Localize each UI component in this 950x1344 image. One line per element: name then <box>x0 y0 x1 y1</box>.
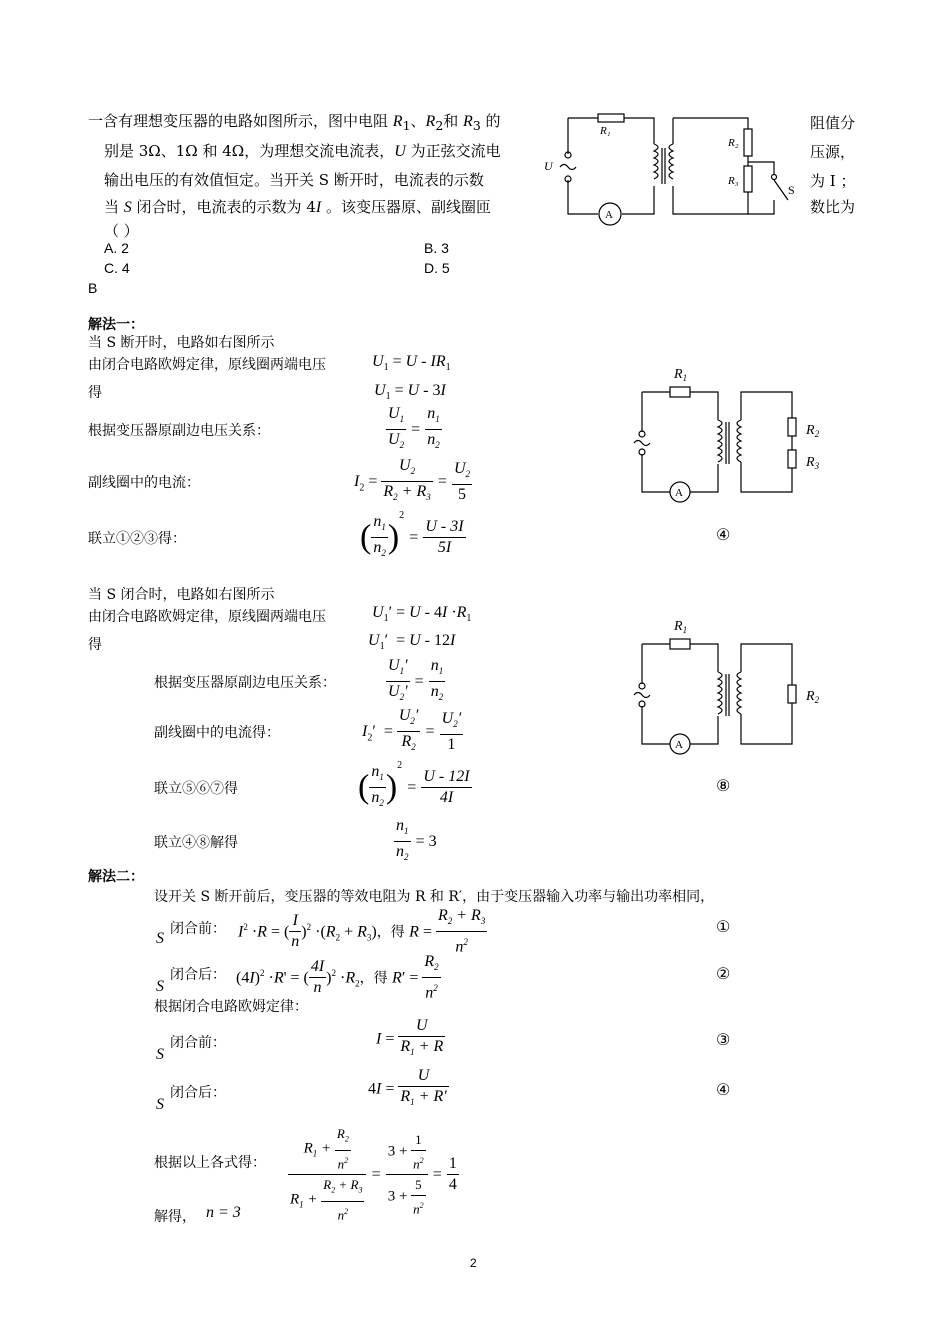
method1-title: 解法一： <box>88 317 144 333</box>
method1-de-2: 得 <box>88 637 102 653</box>
mark-m2-1: ① <box>716 919 731 936</box>
label-r3-open: $R_3$ <box>806 455 820 471</box>
circuit-figure-closed <box>628 612 838 760</box>
method1-de: 得 <box>88 385 102 401</box>
label-r1-closed: $R_1$ <box>674 619 688 635</box>
question-line-3: 输出电压的有效值恒定。当开关 S 断开时，电流表的示数 <box>104 171 484 189</box>
method1-cur-label: 副线圈中的电流： <box>88 475 200 491</box>
eq-ratio1: $\frac{U_1}{U_2}$ = $\frac{n_1}{n_2}$ <box>388 405 440 451</box>
method1-combine1: 联立①②③得： <box>88 531 186 547</box>
mark-4: ④ <box>716 527 731 544</box>
question-right-4: 数比为 <box>810 198 856 216</box>
method2-ohm: 根据闭合电路欧姆定律： <box>154 999 308 1015</box>
method2-title: 解法二： <box>88 869 144 885</box>
eq-power-before: $I^2 \cdot R$ = ( $\frac{I}{n}$ )$^2 \cdot(R_2 + R_3)$，得 R = $\frac{R_2 + R_3}{n^2}$ <box>238 907 486 956</box>
method1-combine3: 联立④⑧解得 <box>154 835 238 851</box>
s-label-2: S <box>156 978 164 995</box>
question-right-1: 阻值分 <box>810 114 856 132</box>
circuit-figure-open <box>628 360 838 508</box>
eq-u1p: $U_1' = U - 4I \cdot R_1$ <box>372 604 472 625</box>
label-r3-top: R₃ <box>728 175 739 187</box>
eq-u1b: $U_1 = U - 3I$ <box>374 382 446 403</box>
label-r2-closed: $R_2$ <box>806 689 820 705</box>
method1-ratio-label-2: 根据变压器原副边电压关系： <box>154 675 336 691</box>
eq-final-ratio: $R_1$ + $\frac{R_2}{n^2}$ $R_1$ + $\frac{R_2 + R_3}{n^2}$ = 3 + $\frac{1}{n^2}$ 3 + $\frac{5}{n^2}$ = $\frac{1}{4}$ <box>290 1126 457 1222</box>
circuit-figure-top <box>538 104 808 232</box>
option-c: C. 4 <box>104 260 130 276</box>
question-right-2: 压源， <box>810 143 856 161</box>
method2-before: 闭合前： <box>170 921 226 937</box>
s-label-1: S <box>156 930 164 947</box>
label-a-closed: A <box>675 739 683 751</box>
eq-u1pb: $U_1' = U - 12I$ <box>368 632 456 653</box>
eq-ratio2: $\frac{U_1'}{U_2'}$ = $\frac{n_1}{n_2}$ <box>388 657 444 703</box>
label-a-open: A <box>675 487 683 499</box>
label-s-top: S <box>788 183 795 197</box>
method2-intro: 设开关 S 断开前后，变压器的等效电阻为 R 和 R′，由于变压器输入功率与输出功率相同， <box>154 889 715 905</box>
s-label-4: S <box>156 1096 164 1113</box>
page-number: 2 <box>470 1256 477 1270</box>
method1-close-case: 当 S 闭合时，电路如右图所示 <box>88 587 275 603</box>
mark-8: ⑧ <box>716 778 731 795</box>
method2-solve-eq: n = 3 <box>206 1204 241 1221</box>
label-r2-open: $R_2$ <box>806 423 820 439</box>
method2-solve: 解得， <box>154 1209 196 1225</box>
method2-before-2: 闭合前： <box>170 1035 226 1051</box>
question-right-3: 为 I ； <box>810 172 856 190</box>
question-line-4: 当 S 闭合时，电流表的示数为 4I 。该变压器原、副线圈匝 <box>104 198 491 216</box>
method1-ohm2: 由闭合电路欧姆定律，原线圈两端电压 <box>88 609 326 625</box>
method1-combine2: 联立⑤⑥⑦得 <box>154 781 238 797</box>
method2-after: 闭合后： <box>170 967 226 983</box>
eq-combine1: ( $\frac{n_1}{n_2}$ )$^2$ = $\frac{U - 3I}{5I}$ <box>360 510 464 559</box>
eq-ohm-after: 4I = $\frac{U}{R_1 + R'}$ <box>368 1067 447 1108</box>
eq-combine2: ( $\frac{n_1}{n_2}$ )$^2$ = $\frac{U - 12I}{4I}$ <box>358 760 470 809</box>
eq-current2: $I_2'$ = $\frac{U_2'}{R_2}$ = $\frac{U_2'}{1}$ <box>362 707 462 753</box>
method2-after-2: 闭合后： <box>170 1085 226 1101</box>
mark-m2-2: ② <box>716 966 731 983</box>
method1-ratio-label: 根据变压器原副边电压关系： <box>88 423 270 439</box>
option-d: D. 5 <box>424 260 450 276</box>
method1-open-case: 当 S 断开时，电路如右图所示 <box>88 335 275 351</box>
answer: B <box>88 280 98 296</box>
s-label-3: S <box>156 1046 164 1063</box>
question-line-1: 一含有理想变压器的电路如图所示，图中电阻 $R_1$、$R_2$和 $R_3$ 的 <box>88 112 501 133</box>
eq-power-after: $(4I)^2 \cdot R'$ = ( $\frac{4I}{n}$ )$^2 \cdot R_2$，得 R′ = $\frac{R_2}{n^2}$ <box>236 953 439 1002</box>
mark-m2-3: ③ <box>716 1032 731 1049</box>
eq-result: $\frac{n_1}{n_2}$ = 3 <box>396 817 437 863</box>
method2-by-all: 根据以上各式得： <box>154 1155 266 1171</box>
question-bracket: （ ） <box>104 222 139 240</box>
option-a: A. 2 <box>104 240 129 256</box>
eq-ohm-before: I = $\frac{U}{R_1 + R}$ <box>376 1017 444 1058</box>
label-r1-open: $R_1$ <box>674 367 688 383</box>
label-r1-top: R₁ <box>600 125 611 137</box>
label-u-top: U <box>544 159 553 173</box>
eq-u1: $U_1 = U - IR_1$ <box>372 353 451 374</box>
question-line-2: 别是 3Ω、1Ω 和 4Ω，为理想交流电流表，U 为正弦交流电 <box>104 142 501 160</box>
method1-ohm1: 由闭合电路欧姆定律，原线圈两端电压 <box>88 357 326 373</box>
method1-cur-label-2: 副线圈中的电流得： <box>154 725 280 741</box>
eq-current1: $I_2$ = $\frac{U_2}{R_2 + R_3}$ = $\frac{U_2}{5}$ <box>354 457 470 503</box>
option-b: B. 3 <box>424 240 449 256</box>
label-r2-top: R₂ <box>728 137 739 149</box>
mark-m2-4: ④ <box>716 1082 731 1099</box>
label-a-top: A <box>605 209 613 221</box>
